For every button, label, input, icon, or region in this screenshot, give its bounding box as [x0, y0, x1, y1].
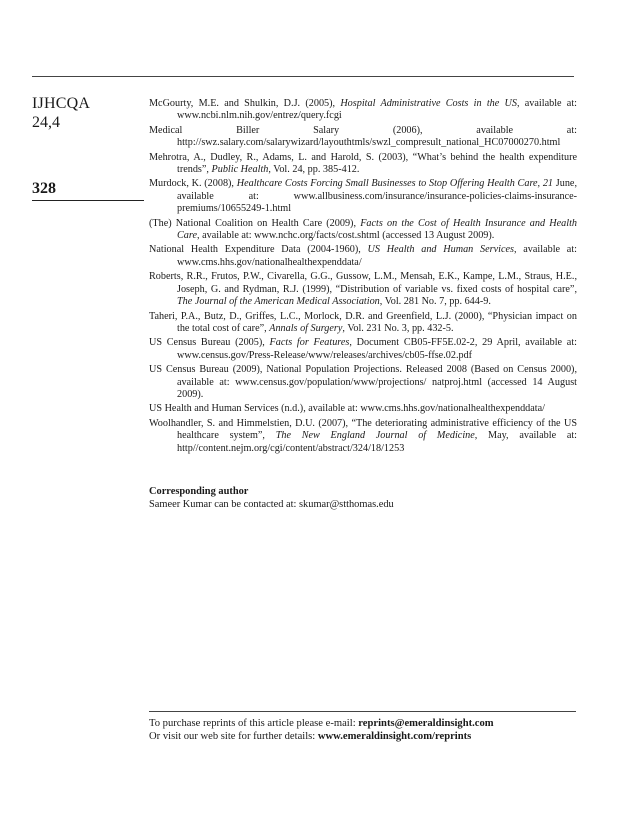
- page-number: 328: [32, 180, 56, 197]
- reference-text: Woolhandler, S. and Himmelstien, D.U. (2007), “The deteriorating administrative efficiency of the US healthcare system”,: [149, 417, 577, 442]
- reference-details: June, available at: www.allbusiness.com/insurance/insurance-policies-claims-insurance-premiums/10655249-1.html: [177, 178, 577, 215]
- footer-rule: [149, 711, 576, 712]
- reference-item: [149, 337, 577, 362]
- corresponding-author-text: Sameer Kumar can be contacted at: skumar@stthomas.edu: [149, 498, 394, 510]
- reference-details: , Document CB05-FF5E.02-2, 29 April, available at: www.census.gov/Press-Release/www/releases/archives/cb05-ffse.02.pdf: [177, 337, 577, 361]
- reference-item: [149, 311, 577, 336]
- reference-source-title: The New England Journal of Medicine: [275, 430, 475, 442]
- reference-item: [149, 418, 577, 455]
- reference-item: [149, 403, 577, 415]
- reference-text: Taheri, P.A., Butz, D., Griffes, L.C., Morlock, D.R. and Greenfield, L.J. (2000), “Physician impact on the total cost of care”,: [149, 310, 577, 334]
- reference-text: Roberts, R.R., Frutos, P.W., Civarella, G.G., Gussow, L.M., Mensah, E.K., Kampe, L.M., Straus, H.E., Joseph, G. and Rydman, R.J. (1999), “Distribution of variable vs. fixed costs of hospital care”,: [149, 271, 577, 295]
- reference-details: , May, available at: http//content.nejm.org/cgi/content/abstract/324/18/1253: [177, 430, 578, 454]
- reference-text: US Census Bureau (2005),: [149, 337, 270, 349]
- reference-item: [149, 178, 577, 215]
- reference-details: , Vol. 24, pp. 385-412.: [268, 164, 360, 176]
- reference-details: , available at: www.cms.hhs.gov/nationalhealthexpenddata/: [177, 244, 577, 268]
- volume-issue: 24,4: [32, 114, 60, 131]
- reference-details: , Vol. 281 No. 7, pp. 644-9.: [379, 296, 491, 308]
- reference-source-title: Facts for Features: [269, 337, 350, 349]
- reference-text: Mehrotra, A., Dudley, R., Adams, L. and Harold, S. (2003), “What’s behind the health expenditure trends”,: [149, 151, 577, 176]
- reference-details: , Vol. 231 No. 3, pp. 432-5.: [342, 322, 454, 334]
- reprints-email-line: [149, 717, 579, 730]
- reference-item: [149, 218, 577, 243]
- reference-details: , available at: www.nchc.org/facts/cost.shtml (accessed 13 August 2009).: [197, 230, 495, 242]
- reprints-notice: [149, 717, 579, 744]
- reference-item: [149, 152, 577, 177]
- reference-details: , available at: www.ncbi.nlm.nih.gov/entrez/query.fcgi: [177, 98, 577, 122]
- reference-item: [149, 364, 577, 401]
- page-number-rule: [32, 200, 144, 201]
- reference-item: [149, 125, 577, 150]
- reference-source-title: Annals of Surgery: [269, 322, 343, 334]
- corresponding-author-title: Corresponding author: [149, 486, 249, 497]
- reprints-web-link[interactable]: www.emeraldinsight.com/reprints: [317, 731, 472, 743]
- journal-abbreviation: IJHCQA: [32, 95, 91, 112]
- reference-text: Medical Biller Salary (2006), available at: http://swz.salary.com/salarywizard/layouthtmls/swzl_compresult_national_HC07000270.html: [149, 124, 577, 149]
- corresponding-author: [149, 486, 577, 511]
- reference-source-title: Facts on the Cost of Health Insurance and Health Care: [177, 217, 577, 242]
- reference-item: [149, 98, 577, 123]
- reprints-web-line: [149, 730, 579, 743]
- reference-list: [149, 98, 577, 457]
- reference-text: Murdock, K. (2008),: [149, 178, 237, 190]
- reference-text: National Health Expenditure Data (2004-1960),: [149, 244, 368, 256]
- sidebar: [32, 94, 142, 197]
- reference-text: (The) National Coalition on Health Care (2009),: [149, 217, 361, 229]
- header-rule: [32, 76, 574, 77]
- reference-source-title: US Health and Human Services: [367, 244, 514, 256]
- reference-source-title: The Journal of the American Medical Association: [177, 296, 380, 308]
- reference-source-title: Hospital Administrative Costs in the US: [340, 98, 517, 109]
- reprints-web-label: Or visit our web site for further details:: [149, 731, 318, 743]
- reference-text: McGourty, M.E. and Shulkin, D.J. (2005),: [149, 98, 341, 109]
- reference-item: [149, 271, 577, 308]
- reference-text: US Census Bureau (2009), National Population Projections. Released 2008 (Based on Census 2000), available at: www.census.gov/population/www/projections/ natproj.html (accessed 14 August 2009).: [149, 364, 577, 400]
- reference-source-title: Public Health: [211, 164, 269, 176]
- reprints-email-label: To purchase reprints of this article please e-mail:: [149, 718, 359, 729]
- reprints-email-link[interactable]: reprints@emeraldinsight.com: [358, 718, 494, 729]
- reference-item: [149, 244, 577, 269]
- reference-text: US Health and Human Services (n.d.), available at: www.cms.hhs.gov/nationalhealthexpenddata/: [149, 403, 545, 415]
- reference-source-title: Healthcare Costs Forcing Small Businesses to Stop Offering Health Care, 21: [236, 178, 554, 190]
